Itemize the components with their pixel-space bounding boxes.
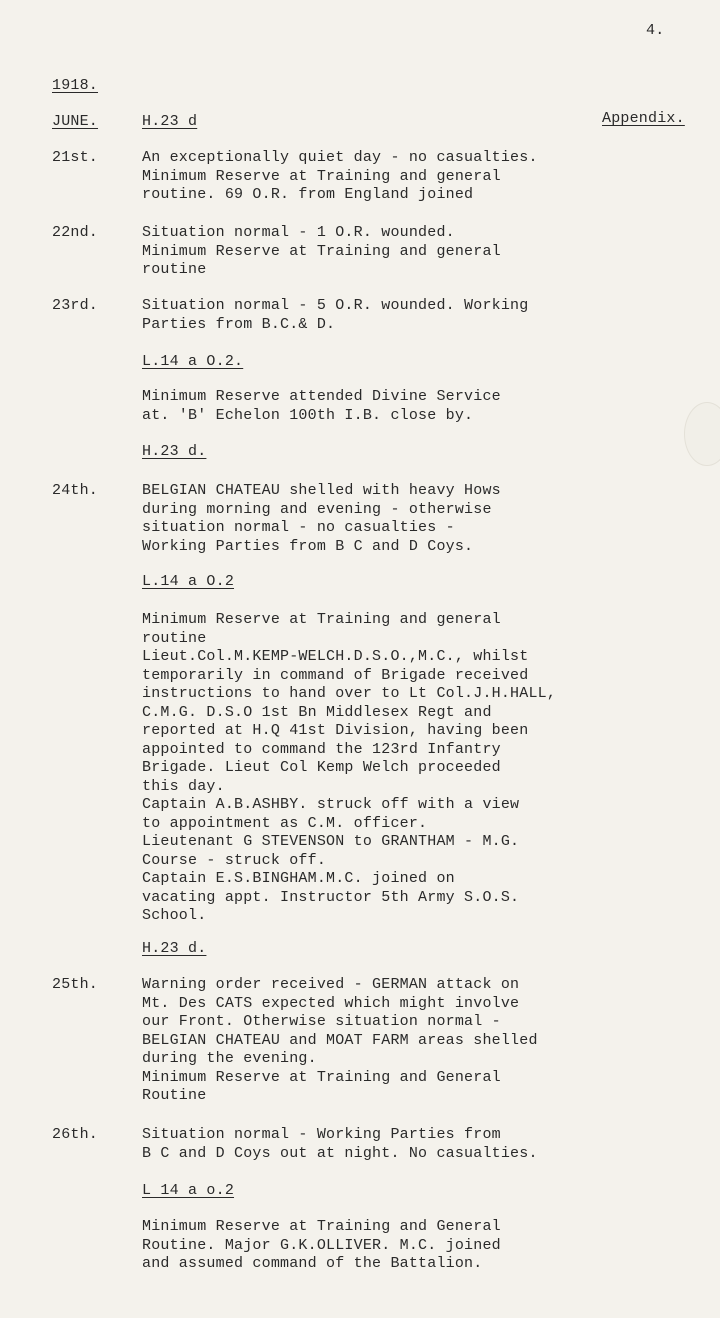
location-l14-b: L.14 a O.2 (142, 573, 235, 590)
page-number: 4. (646, 22, 665, 39)
location-h23-b: H.23 d. (142, 443, 207, 460)
entry-text-26th: Situation normal - Working Parties from B C and D Coys out at night. No casualties. (142, 1126, 538, 1162)
entry-text-25th: Warning order received - GERMAN attack on Mt. Des CATS expected which might involve our Front. Otherwise situation normal - BELGIAN CHATEAU and MOAT FARM areas shelled during the evening. Minimum Reserve at Training and General Routine (142, 976, 538, 1104)
location-h23-c: H.23 d. (142, 940, 207, 957)
month-heading: JUNE. (52, 113, 99, 130)
entry-text-21st: An exceptionally quiet day - no casualties. Minimum Reserve at Training and general routine. 69 O.R. from England joined (142, 149, 538, 203)
entry-text-command: Minimum Reserve at Training and General Routine. Major G.K.OLLIVER. M.C. joined and assumed command of the Battalion. (142, 1218, 501, 1272)
entry-date-24th: 24th. (52, 482, 99, 499)
year-heading: 1918. (52, 77, 99, 94)
entry-text-22nd: Situation normal - 1 O.R. wounded. Minimum Reserve at Training and general routine (142, 224, 501, 278)
entry-date-23rd: 23rd. (52, 297, 99, 314)
location-l14-a: L.14 a O.2. (142, 353, 244, 370)
entry-text-personnel: Minimum Reserve at Training and general routine Lieut.Col.M.KEMP-WELCH.D.S.O.,M.C., whilst temporarily in command of Brigade received instructions to hand over to Lt Col.J.H.HALL, C.M.G. D.S.O 1st Bn Middlesex Regt and reported at H.Q 41st Division, having been appointed to command the 123rd Infantry Brigade. Lieut Col Kemp Welch proceeded this day. Captain A.B.ASHBY. struck off with a view to appointment as C.M. officer. Lieutenant G STEVENSON to GRANTHAM - M.G. Course - struck off. Captain E.S.BINGHAM.M.C. joined on vacating appt. Instructor 5th Army S.O.S. School. (142, 611, 557, 924)
entry-text-24th: BELGIAN CHATEAU shelled with heavy Hows during morning and evening - otherwise situation normal - no casualties - Working Parties from B C and D Coys. (142, 482, 501, 555)
header-location: H.23 d (142, 113, 198, 130)
entry-text-23rd: Situation normal - 5 O.R. wounded. Working Parties from B.C.& D. (142, 297, 529, 333)
punch-hole-mark (684, 402, 720, 466)
appendix-label: Appendix. (602, 110, 685, 127)
entry-date-25th: 25th. (52, 976, 99, 993)
entry-date-26th: 26th. (52, 1126, 99, 1143)
location-l14-c: L 14 a o.2 (142, 1182, 235, 1199)
entry-text-divine-service: Minimum Reserve attended Divine Service at. 'B' Echelon 100th I.B. close by. (142, 388, 501, 424)
entry-date-22nd: 22nd. (52, 224, 99, 241)
entry-date-21st: 21st. (52, 149, 99, 166)
